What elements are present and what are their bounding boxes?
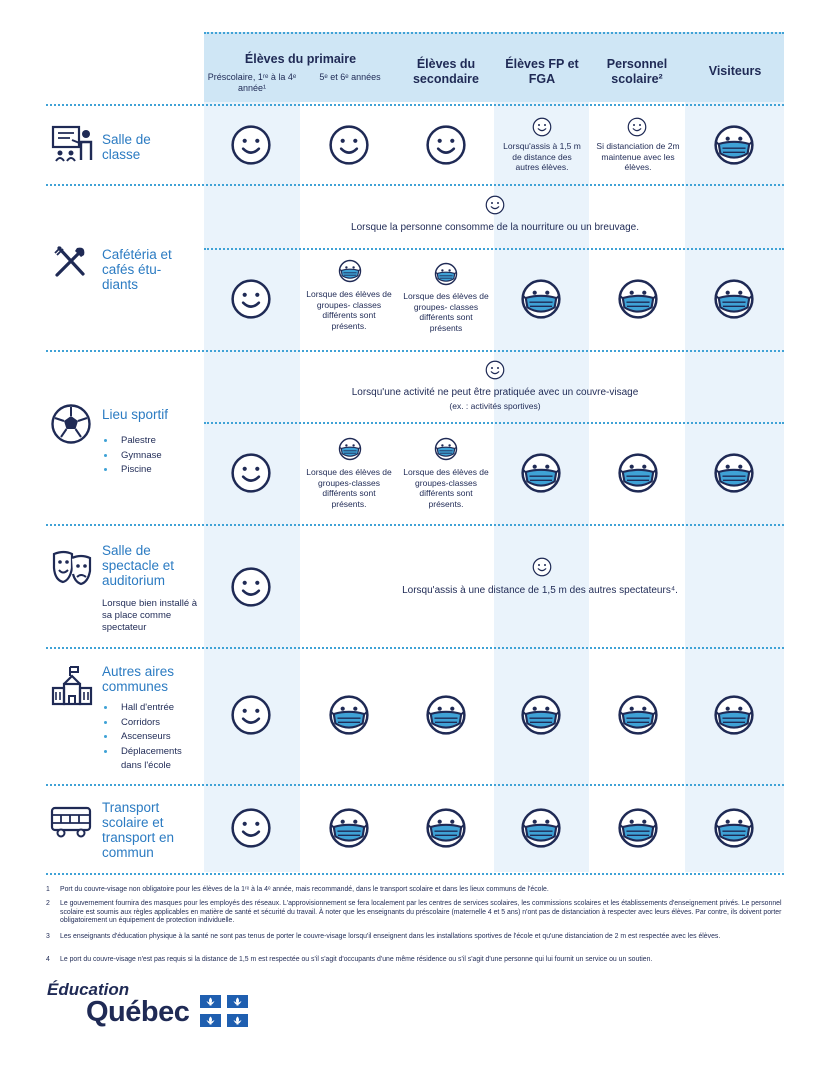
masked-face-icon <box>434 262 458 286</box>
list-item: Déplacements dans l'école <box>104 745 204 774</box>
masked-face-icon <box>713 452 755 494</box>
smiley-face-icon <box>328 124 370 166</box>
cafeteria-span-note: Lorsque la personne consomme de la nourriture ou un breuvage. <box>351 222 639 233</box>
logo-education: Éducation <box>47 980 130 999</box>
footnote: 2 Le gouvernement fournira des masques pour les employés des réseaux. L'approvisionnement se fera localement par les centres de services scolaires, les commissions scolaires et les établissements d'enseignement privés. Le personnel scolaire est soumis aux règles applicables en matière de santé et sécurité du travail. À noter que les enseignants du préscolaire (maternelle 4 et 5 ans) n'ont pas de distanciation à respecter avec leurs élèves. Par contre, ils doivent porter obligatoirement un équipement de protection individuelle. <box>46 900 782 925</box>
row-separator <box>46 873 784 875</box>
masked-face-icon <box>713 694 755 736</box>
row-separator <box>46 104 784 106</box>
soccer-ball-icon <box>50 403 92 445</box>
classroom-fp-note: Lorsqu'assis à 1,5 m de distance des autres élèves. <box>503 141 581 172</box>
footnote: 4 Le port du couvre-visage n'est pas requis si la distance de 1,5 m est respectée ou s'il s'agit d'occupants d'une même résidence ou s'il s'agit d'une personne qui lui fournit un service ou un soutien. <box>46 956 653 963</box>
row-title-cafeteria: Cafétéria et cafés étu- diants <box>102 247 172 292</box>
logo-quebec: Québec <box>86 996 190 1028</box>
masked-face-icon <box>617 278 659 320</box>
smiley-face-icon <box>230 694 272 736</box>
bus-icon <box>50 805 94 839</box>
row-separator <box>46 524 784 526</box>
theatre-masks-icon <box>50 548 94 588</box>
smiley-face-icon <box>532 117 552 137</box>
masked-face-icon <box>328 807 370 849</box>
row-separator <box>46 647 784 649</box>
sport-sec-note: Lorsque des élèves de groupes-classes différents sont présents. <box>403 467 489 509</box>
school-building-icon <box>50 664 94 708</box>
common-list <box>104 701 204 774</box>
masked-face-icon <box>520 807 562 849</box>
theatre-note: Lorsque bien installé à sa place comme spectateur <box>102 598 198 633</box>
masked-face-icon <box>338 437 362 461</box>
utensils-icon <box>52 244 88 280</box>
quebec-flag-icon <box>200 995 248 1027</box>
list-item: Piscine <box>104 463 162 478</box>
smiley-face-icon <box>485 195 505 215</box>
classroom-icon <box>50 124 96 164</box>
smiley-face-icon <box>425 124 467 166</box>
masked-face-icon <box>617 452 659 494</box>
sport-list <box>104 434 162 478</box>
row-inner-separator <box>204 248 784 250</box>
footnote: 1 Port du couvre-visage non obligatoire pour les élèves de la 1ʳᵉ à la 4ᵉ année, mais recommandé, dans le transport scolaire et dans les lieux communs de l'école. <box>46 886 549 893</box>
header-visitors: Visiteurs <box>708 64 762 78</box>
masked-face-icon <box>338 259 362 283</box>
row-separator <box>46 350 784 352</box>
smiley-face-icon <box>532 557 552 577</box>
smiley-face-icon <box>230 807 272 849</box>
masked-face-icon <box>434 437 458 461</box>
smiley-face-icon <box>485 360 505 380</box>
masked-face-icon <box>617 807 659 849</box>
sport-g56-note: Lorsque des élèves de groupes-classes différents sont présents. <box>306 467 392 509</box>
cafeteria-g56-note: Lorsque des élèves de groupes- classes différents sont présents. <box>306 289 392 331</box>
cafeteria-sec-note: Lorsque des élèves de groupes- classes différents sont présents <box>403 291 489 333</box>
row-inner-separator <box>204 422 784 424</box>
header-fp-fga: Élèves FP et FGA <box>505 57 579 86</box>
smiley-face-icon <box>230 278 272 320</box>
masked-face-icon <box>328 694 370 736</box>
row-title-sport: Lieu sportif <box>102 407 169 422</box>
classroom-staff-note: Si distanciation de 2m maintenue avec les élèves. <box>596 141 680 172</box>
row-title-classroom: Salle de classe <box>102 132 151 162</box>
masked-face-icon <box>520 278 562 320</box>
header-primary-title: Élèves du primaire <box>244 52 357 66</box>
smiley-face-icon <box>230 124 272 166</box>
row-separator <box>46 184 784 186</box>
footnote: 3 Les enseignants d'éducation physique à la santé ne sont pas tenus de porter le couvre-visage lorsqu'il enseignent dans les installations sportives de l'école et qu'une distanciation de 2 m est respectée avec les élèves. <box>46 933 721 940</box>
row-title-common: Autres aires communes <box>102 664 175 694</box>
row-title-theatre: Salle de spectacle et auditorium <box>102 543 175 588</box>
smiley-face-icon <box>230 566 272 608</box>
list-item: Hall d'entrée <box>104 701 204 716</box>
smiley-face-icon <box>230 452 272 494</box>
masked-face-icon <box>713 124 755 166</box>
list-item: Gymnase <box>104 449 162 464</box>
masked-face-icon <box>713 807 755 849</box>
list-item: Ascenseurs <box>104 730 204 745</box>
masked-face-icon <box>713 278 755 320</box>
smiley-face-icon <box>627 117 647 137</box>
masked-face-icon <box>520 694 562 736</box>
header-primary-sub1: Préscolaire, 1ʳᵉ à la 4ᵉ année¹ <box>207 72 297 93</box>
sport-span-note: Lorsqu'une activité ne peut être pratiquée avec un couvre-visage <box>351 387 639 398</box>
sport-span-sub: (ex. : activités sportives) <box>449 401 541 411</box>
header-secondary: Élèves du secondaire <box>412 57 479 86</box>
row-title-transport: Transport scolaire et transport en commun <box>102 800 175 860</box>
header-staff: Personnel scolaire² <box>606 57 668 86</box>
masked-face-icon <box>617 694 659 736</box>
theatre-span-note: Lorsqu'assis à une distance de 1,5 m des autres spectateurs⁴. <box>402 585 678 596</box>
masked-face-icon <box>520 452 562 494</box>
list-item: Corridors <box>104 716 204 731</box>
row-separator <box>46 784 784 786</box>
header-divider <box>204 32 784 34</box>
masked-face-icon <box>425 807 467 849</box>
masked-face-icon <box>425 694 467 736</box>
header-primary-sub2: 5ᵉ et 6ᵉ années <box>319 72 381 82</box>
list-item: Palestre <box>104 434 162 449</box>
